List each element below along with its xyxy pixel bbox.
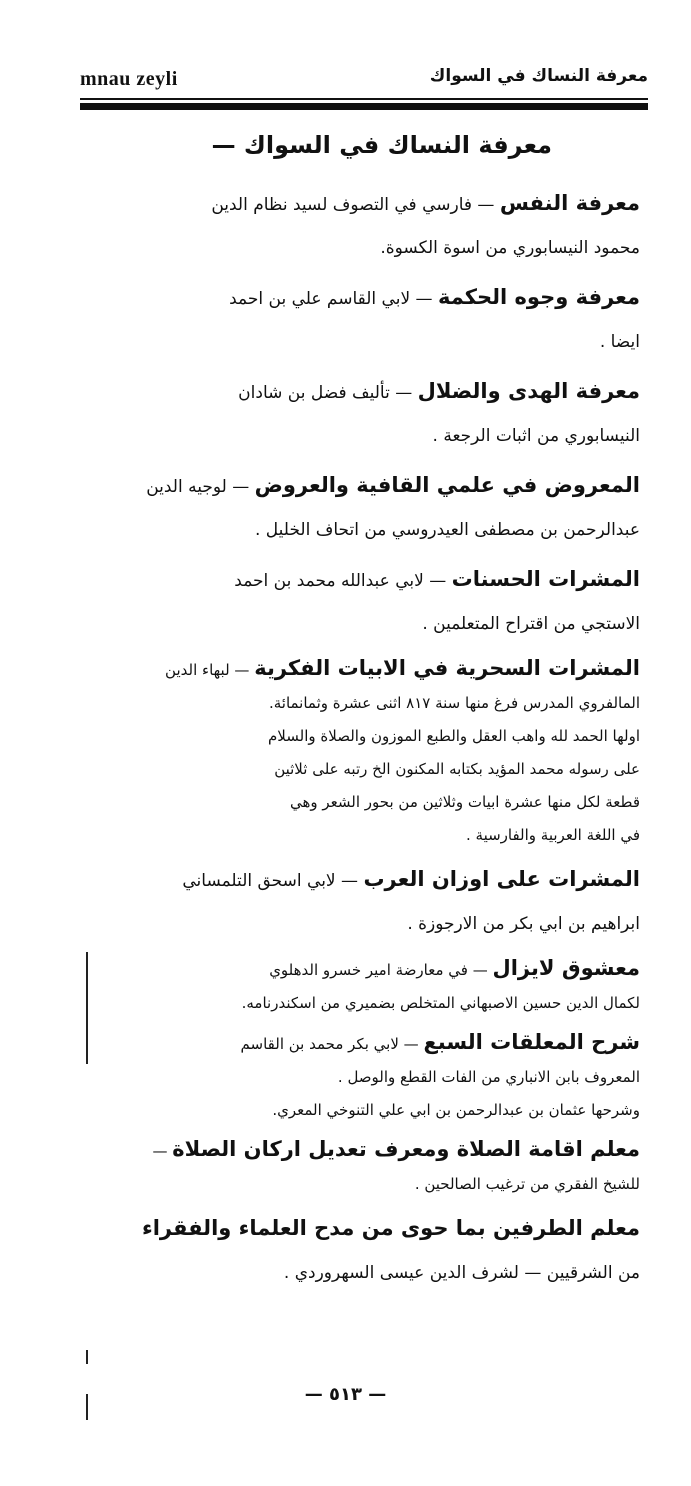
entry-line	[92, 415, 640, 458]
entry-text: ابراهيم بن ابي بكر من الارجوزة .	[407, 914, 640, 934]
entry-text: عبدالرحمن بن مصطفى العيدروسي من اتحاف الخليل .	[255, 520, 640, 540]
entry-text: —	[152, 1142, 168, 1160]
entry-line	[92, 227, 640, 270]
margin-tick	[86, 1350, 88, 1364]
bibliography-entry	[92, 858, 640, 946]
bibliography-entry	[92, 370, 640, 458]
header-rule-thick	[80, 103, 648, 110]
entry-headword: المشرات السحرية في الابيات الفكرية	[254, 656, 640, 680]
entry-text: المعروف بابن الانباري من الفات القطع والوصل .	[337, 1068, 640, 1086]
entry-text: من الشرقيين — لشرف الدين عيسى السهروردي .	[283, 1263, 640, 1283]
entry-text: على رسوله محمد المؤيد بكتابه المكنون الخ رتبه على ثلاثين	[274, 760, 640, 778]
entry-headword: معرفة وجوه الحكمة	[437, 285, 640, 309]
entry-text: — لابي اسحق التلمساني	[182, 871, 359, 891]
section-title: معرفة النساك في السواك —	[211, 131, 552, 159]
bibliography-entry	[92, 1133, 640, 1201]
entry-first-line	[92, 1133, 640, 1168]
entry-line	[92, 1168, 640, 1201]
entry-line	[92, 321, 640, 364]
entry-first-line	[92, 182, 640, 227]
entry-line	[92, 1061, 640, 1094]
entry-text: المالفروي المدرس فرغ منها سنة ٨١٧ اثنى عشرة وثمانمائة.	[268, 694, 640, 712]
entry-text: وشرحها عثمان بن عبدالرحمن بن ابي علي التنوخي المعري.	[272, 1101, 640, 1119]
header-title: معرفة النساك في السواك	[429, 66, 648, 86]
entry-first-line	[92, 1026, 640, 1061]
entry-text: قطعة لكل منها عشرة ابيات وثلاثين من بحور الشعر وهي	[289, 793, 640, 811]
bibliography-entry	[92, 276, 640, 364]
entry-text: لكمال الدين حسين الاصبهاني المتخلص بضميري من اسكندرنامه.	[241, 994, 640, 1012]
page-number: — ٥١٣ —	[304, 1384, 387, 1405]
bibliography-entry	[92, 952, 640, 1020]
entry-headword: شرح المعلقات السبع	[423, 1030, 640, 1054]
entry-line	[92, 903, 640, 946]
entry-first-line	[92, 652, 640, 687]
entry-headword: المشرات الحسنات	[451, 567, 640, 591]
entry-text: الاستجي من اقتراح المتعلمين .	[422, 614, 640, 634]
header-rule-thin	[80, 98, 648, 100]
entry-line	[92, 786, 640, 819]
bibliography-entry	[92, 652, 640, 852]
entry-headword: معشوق لايزال	[492, 956, 640, 980]
entry-text: — لابي بكر محمد بن القاسم	[240, 1035, 419, 1053]
entry-text: — لبهاء الدين	[165, 661, 250, 679]
entry-line	[92, 603, 640, 646]
entry-first-line	[92, 276, 640, 321]
entry-headword: معلم اقامة الصلاة ومعرف تعديل اركان الصلاة	[172, 1137, 640, 1161]
entry-line	[92, 1094, 640, 1127]
entry-line	[92, 819, 640, 852]
entry-text: النيسابوري من اثبات الرجعة .	[432, 426, 640, 446]
entry-text: محمود النيسابوري من اسوة الكسوة.	[380, 238, 640, 258]
entry-headword: معلم الطرفين بما حوى من مدح العلماء والفقراء	[141, 1216, 640, 1240]
entry-headword: معرفة الهدى والضلال	[417, 379, 640, 403]
bibliography-entry	[92, 464, 640, 552]
entry-line	[92, 753, 640, 786]
entry-first-line	[92, 1207, 640, 1252]
entry-text: — لوجيه الدين	[146, 477, 250, 497]
entry-text: — لابي القاسم علي بن احمد	[229, 289, 433, 309]
entry-text: اولها الحمد لله واهب العقل والطبع الموزون والصلاة والسلام	[268, 727, 640, 745]
entry-text: — لابي عبدالله محمد بن احمد	[234, 571, 447, 591]
entry-headword: معرفة النفس	[499, 191, 640, 215]
entry-list	[92, 182, 640, 1295]
entry-first-line	[92, 858, 640, 903]
bibliography-entry	[92, 558, 640, 646]
entry-text: ايضا .	[599, 332, 640, 352]
entry-line	[92, 720, 640, 753]
entry-line	[92, 509, 640, 552]
bibliography-entry	[92, 1026, 640, 1127]
header-transliteration: mnau zeyli	[80, 68, 178, 90]
entry-line	[92, 687, 640, 720]
entry-text: — في معارضة امير خسرو الدهلوي	[269, 961, 488, 979]
entry-first-line	[92, 464, 640, 509]
entry-text: للشيخ الفقري من ترغيب الصالحين .	[414, 1175, 640, 1193]
entry-text: في اللغة العربية والفارسية .	[465, 826, 640, 844]
running-header	[80, 62, 648, 102]
entry-text: — فارسي في التصوف لسيد نظام الدين	[211, 195, 495, 215]
bibliography-entry	[92, 1207, 640, 1295]
margin-line	[86, 952, 88, 1064]
entry-first-line	[92, 952, 640, 987]
entry-line	[92, 987, 640, 1020]
page-body	[92, 122, 640, 1301]
entry-first-line	[92, 370, 640, 415]
entry-headword: المعروض في علمي القافية والعروض	[254, 473, 640, 497]
entry-text: — تأليف فضل بن شادان	[238, 383, 413, 403]
bibliography-entry	[92, 182, 640, 270]
entry-headword: المشرات على اوزان العرب	[363, 867, 640, 891]
entry-line	[92, 1252, 640, 1295]
entry-first-line	[92, 558, 640, 603]
